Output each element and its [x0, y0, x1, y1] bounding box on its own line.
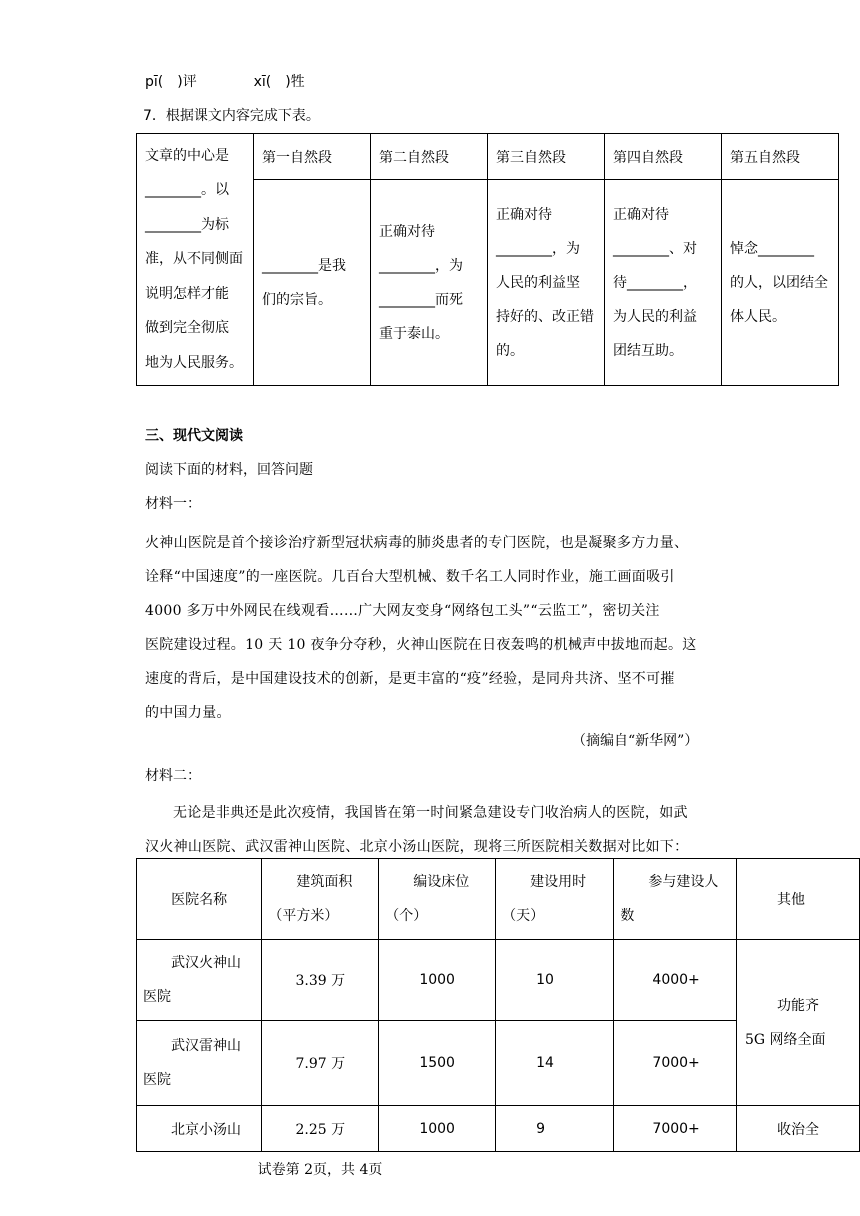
center-idea-line: 准，从不同侧面	[145, 251, 243, 268]
cell-line: 的人，以团结全	[730, 274, 828, 291]
material-1-line: 速度的背后，是中国建设技术的创新，是更丰富的“疫”经验，是同舟共济、坚不可摧	[145, 671, 675, 687]
row-beds: 1000	[379, 940, 496, 1021]
header-beds-line: 编设床位	[413, 874, 470, 890]
cell-line: 人民的利益坚	[496, 274, 580, 291]
cell-line: 为人民的利益	[613, 308, 697, 325]
row-area: 2.25 万	[262, 1106, 379, 1152]
material-1-label: 材料一：	[145, 496, 201, 512]
header-area	[262, 859, 379, 940]
reading-instruction: 阅读下面的材料，回答问题	[145, 462, 313, 478]
header-para-4: 第四自然段	[605, 134, 722, 180]
row-name-line: 武汉雷神山	[171, 1038, 241, 1054]
center-idea-line: 地为人民服务。	[145, 354, 243, 371]
row-other: 收治全	[736, 1106, 859, 1152]
material-1-text	[145, 526, 725, 730]
cell-line: ________，为	[379, 257, 463, 274]
para-3-cell	[488, 180, 605, 386]
row-name-line: 武汉火神山	[171, 955, 241, 971]
cell-line: ________而死	[379, 291, 463, 308]
q7-table	[136, 133, 839, 386]
header-other: 其他	[736, 859, 859, 940]
row-name-line: 医院	[143, 1072, 171, 1088]
para-1-cell	[254, 180, 371, 386]
pinyin-item-1: pī(	[145, 74, 164, 90]
header-time	[496, 859, 614, 940]
center-idea-cell	[137, 134, 254, 386]
material-1-line: 火神山医院是首个接诊治疗新型冠状病毒的肺炎患者的专门医院，也是凝聚多方力量、	[145, 535, 689, 551]
para-4-cell	[605, 180, 722, 386]
other-merged-cell	[736, 940, 859, 1106]
cell-line: 正确对待	[613, 206, 669, 223]
cell-line: 持好的、改正错	[496, 308, 594, 325]
para-2-cell	[371, 180, 488, 386]
row-name	[137, 940, 262, 1021]
material-1-line: 的中国力量。	[145, 705, 231, 721]
para-5-cell	[722, 180, 839, 386]
header-beds-unit: （个）	[385, 908, 428, 924]
cell-line: 团结互助。	[613, 342, 683, 359]
section-title: 三、现代文阅读	[145, 428, 243, 444]
material-1-line: 医院建设过程。10 天 10 夜争分夺秒，火神山医院在日夜轰鸣的机械声中拔地而起。这	[145, 637, 697, 653]
row-area: 7.97 万	[262, 1021, 379, 1106]
cell-line: 正确对待	[496, 206, 552, 223]
pinyin-line	[145, 74, 305, 90]
header-hospital-name: 医院名称	[137, 859, 262, 940]
header-para-1: 第一自然段	[254, 134, 371, 180]
material-2-label: 材料二：	[145, 768, 201, 784]
header-para-2: 第二自然段	[371, 134, 488, 180]
header-people	[614, 859, 737, 940]
row-days: 9	[496, 1106, 614, 1152]
cell-line: 悼念________	[730, 240, 814, 257]
row-area: 3.39 万	[262, 940, 379, 1021]
header-area-line: 建筑面积	[296, 874, 353, 890]
material-1-source: （摘编自“新华网”）	[572, 733, 699, 749]
cell-line: 们的宗旨。	[262, 291, 332, 308]
cell-line: ________，为	[496, 240, 580, 257]
row-beds: 1500	[379, 1021, 496, 1106]
material-2-line: 无论是非典还是此次疫情，我国皆在第一时间紧急建设专门收治病人的医院，如武	[173, 805, 688, 821]
pinyin-item-2: xī(	[253, 74, 272, 90]
material-2-line: 汉火神山医院、武汉雷神山医院、北京小汤山医院，现将三所医院相关数据对比如下：	[145, 839, 689, 855]
row-name: 北京小汤山	[137, 1106, 262, 1152]
center-idea-line: 文章的中心是	[145, 147, 229, 164]
header-para-3: 第三自然段	[488, 134, 605, 180]
center-idea-line: 说明怎样才能	[145, 285, 229, 302]
cell-line: 的。	[496, 342, 524, 359]
pinyin-item-1-word: )评	[177, 74, 197, 90]
row-name-line: 医院	[143, 989, 171, 1005]
header-para-5: 第五自然段	[722, 134, 839, 180]
row-days: 10	[496, 940, 614, 1021]
header-area-unit: （平方米）	[268, 908, 339, 924]
header-time-line: 建设用时	[530, 874, 587, 890]
cell-line: ________是我	[262, 257, 346, 274]
material-2-text	[145, 796, 745, 864]
header-people-unit: 数	[620, 908, 635, 924]
center-idea-line: ________为标	[145, 216, 229, 233]
header-beds	[379, 859, 496, 940]
pinyin-item-2-word: )牲	[285, 74, 305, 90]
header-people-line: 参与建设人	[648, 874, 719, 890]
row-beds: 1000	[379, 1106, 496, 1152]
other-merged-line: 功能齐	[776, 997, 819, 1014]
material-1-line: 4000 多万中外网民在线观看……广大网友变身“网络包工头”“云监工”，密切关注	[145, 603, 660, 619]
cell-line: 正确对待	[379, 223, 435, 240]
hospital-comparison-table	[136, 858, 860, 1152]
center-idea-line: 做到完全彻底	[145, 320, 229, 337]
question-7-label: 7．根据课文内容完成下表。	[143, 108, 320, 124]
other-merged-line: 5G 网络全面	[744, 1031, 826, 1048]
row-people: 4000+	[614, 940, 737, 1021]
row-people: 7000+	[614, 1106, 737, 1152]
cell-line: 重于泰山。	[379, 325, 449, 342]
row-people: 7000+	[614, 1021, 737, 1106]
center-idea-line: ________。以	[145, 182, 229, 199]
cell-line: 体人民。	[730, 308, 786, 325]
row-days: 14	[496, 1021, 614, 1106]
header-time-unit: （天）	[502, 908, 545, 924]
cell-line: 待________，	[613, 274, 697, 291]
cell-line: ________、对	[613, 240, 697, 257]
page-footer: 试卷第 2页，共 4页	[257, 1162, 383, 1178]
row-name	[137, 1021, 262, 1106]
material-1-line: 诠释“中国速度”的一座医院。几百台大型机械、数千名工人同时作业，施工画面吸引	[145, 569, 675, 585]
